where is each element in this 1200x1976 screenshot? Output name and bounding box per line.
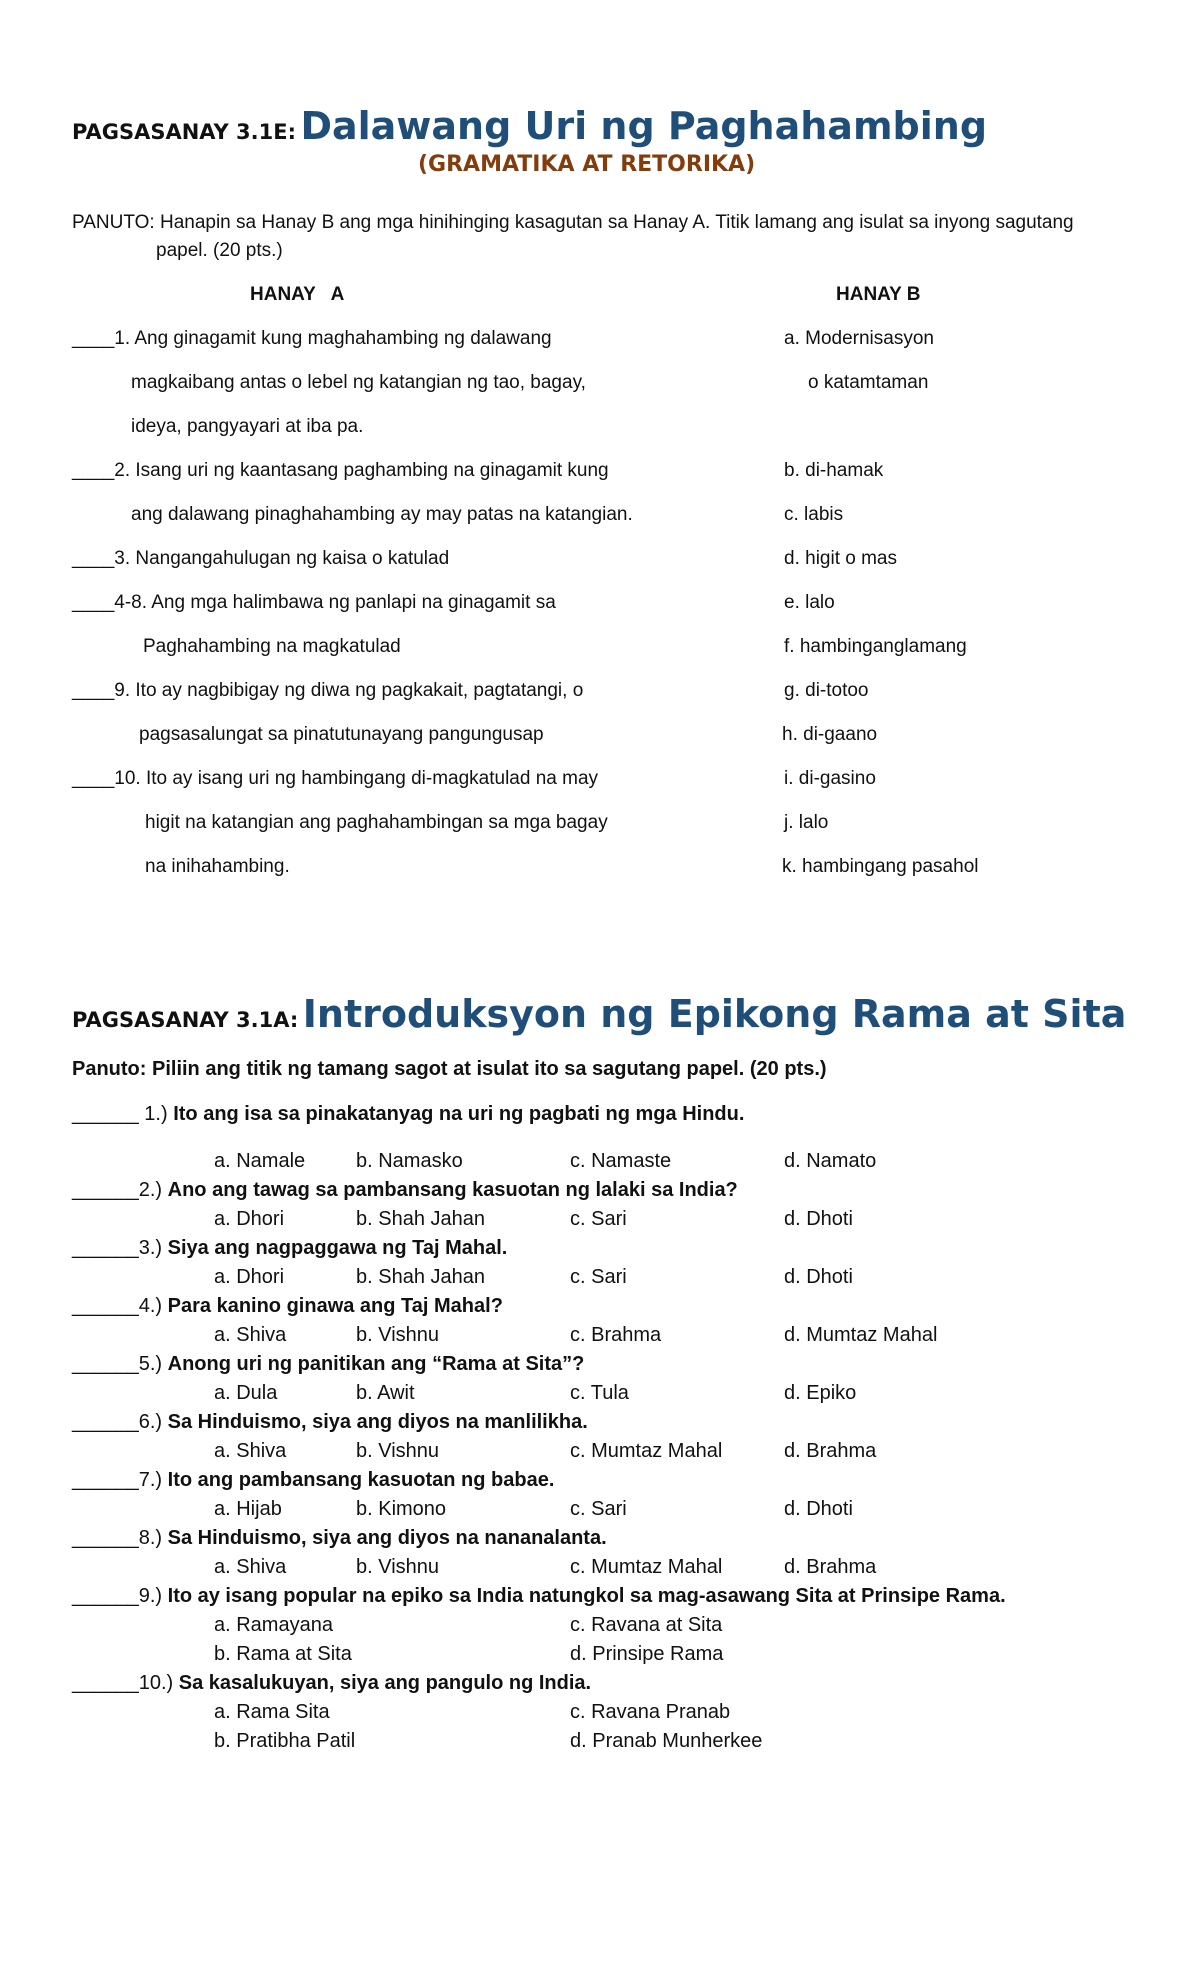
column-b-line: k. hambingang pasahol bbox=[782, 856, 979, 877]
option: a. Shiva bbox=[214, 1556, 287, 1578]
option: c. Sari bbox=[570, 1498, 627, 1520]
column-b-line: i. di-gasino bbox=[784, 768, 876, 789]
option: c. Namaste bbox=[570, 1150, 672, 1172]
column-a-line: pagsasalungat sa pinatutunayang pangungusap bbox=[139, 724, 544, 745]
option: d. Dhoti bbox=[784, 1266, 853, 1288]
question-row bbox=[72, 1469, 554, 1492]
question-text: Ano ang tawag sa pambansang kasuotan ng lalaki sa India? bbox=[167, 1179, 738, 1201]
column-a-line: ____3. Nangangahulugan ng kaisa o katulad bbox=[72, 548, 450, 569]
option: a. Hijab bbox=[214, 1498, 282, 1520]
option: a. Shiva bbox=[214, 1440, 287, 1462]
answer-blank: ______4.) bbox=[72, 1295, 163, 1317]
option: b. Shah Jahan bbox=[356, 1208, 485, 1230]
answer-blank: ______7.) bbox=[72, 1469, 163, 1491]
answer-blank: ______5.) bbox=[72, 1353, 163, 1375]
section1-subtitle: (GRAMATIKA AT RETORIKA) bbox=[418, 152, 756, 177]
question-text: Sa Hinduismo, siya ang diyos na nananalanta. bbox=[167, 1527, 607, 1549]
option: a. Rama Sita bbox=[214, 1701, 330, 1723]
option: c. Mumtaz Mahal bbox=[570, 1556, 723, 1578]
column-a-line: ____4-8. Ang mga halimbawa ng panlapi na ginagamit sa bbox=[72, 592, 556, 613]
option: d. Epiko bbox=[784, 1382, 857, 1404]
answer-blank: ______9.) bbox=[72, 1585, 163, 1607]
section2-label: PAGSASANAY 3.1A: bbox=[72, 1008, 299, 1032]
column-b-line: f. hambinganglamang bbox=[784, 636, 967, 657]
option: d. Mumtaz Mahal bbox=[784, 1324, 938, 1346]
column-b-line: e. lalo bbox=[784, 592, 835, 613]
question-text: Ito ang pambansang kasuotan ng babae. bbox=[167, 1469, 555, 1491]
option: a. Ramayana bbox=[214, 1614, 333, 1636]
option: c. Brahma bbox=[570, 1324, 662, 1346]
option: b. Awit bbox=[356, 1382, 415, 1404]
column-b-header: HANAY B bbox=[836, 284, 921, 305]
option: a. Dhori bbox=[214, 1208, 285, 1230]
answer-blank: ______8.) bbox=[72, 1527, 163, 1549]
section1-instruction-line2: papel. (20 pts.) bbox=[156, 240, 283, 261]
column-b-line: j. lalo bbox=[784, 812, 829, 833]
question-text: Ito ang isa sa pinakatanyag na uri ng pagbati ng mga Hindu. bbox=[173, 1103, 745, 1125]
column-b-line: o katamtaman bbox=[808, 372, 929, 393]
section2-instruction: Panuto: Piliin ang titik ng tamang sagot at isulat ito sa sagutang papel. (20 pts.) bbox=[72, 1058, 827, 1080]
option: b. Kimono bbox=[356, 1498, 447, 1520]
column-b-line: b. di-hamak bbox=[784, 460, 884, 481]
column-a-line: magkaibang antas o lebel ng katangian ng tao, bagay, bbox=[131, 372, 586, 393]
option: a. Dhori bbox=[214, 1266, 285, 1288]
question-text: Ito ay isang popular na epiko sa India natungkol sa mag-asawang Sita at Prinsipe Rama. bbox=[167, 1585, 1006, 1607]
option: c. Tula bbox=[570, 1382, 629, 1404]
option: d. Pranab Munherkee bbox=[570, 1730, 763, 1752]
column-b-line: d. higit o mas bbox=[784, 548, 897, 569]
question-text: Anong uri ng panitikan ang “Rama at Sita”? bbox=[167, 1353, 585, 1375]
question-text: Para kanino ginawa ang Taj Mahal? bbox=[167, 1295, 503, 1317]
column-a-line: na inihahambing. bbox=[145, 856, 290, 877]
option: b. Shah Jahan bbox=[356, 1266, 485, 1288]
option: b. Vishnu bbox=[356, 1324, 440, 1346]
column-a-line: ____2. Isang uri ng kaantasang paghambing na ginagamit kung bbox=[72, 460, 609, 481]
column-b-line: h. di-gaano bbox=[782, 724, 878, 745]
option: b. Namasko bbox=[356, 1150, 463, 1172]
option: b. Vishnu bbox=[356, 1440, 440, 1462]
section1-heading bbox=[72, 104, 987, 148]
option: d. Brahma bbox=[784, 1556, 877, 1578]
question-row bbox=[72, 1237, 507, 1260]
column-b-line: c. labis bbox=[784, 504, 844, 525]
question-text: Sa kasalukuyan, siya ang pangulo ng India. bbox=[178, 1672, 592, 1694]
question-text: Sa Hinduismo, siya ang diyos na manlilikha. bbox=[167, 1411, 588, 1433]
option: d. Brahma bbox=[784, 1440, 877, 1462]
option: b. Pratibha Patil bbox=[214, 1730, 356, 1752]
column-a-line: ang dalawang pinaghahambing ay may patas na katangian. bbox=[131, 504, 633, 525]
question-row bbox=[72, 1585, 1006, 1608]
answer-blank: ______2.) bbox=[72, 1179, 163, 1201]
option: c. Mumtaz Mahal bbox=[570, 1440, 723, 1462]
column-a-line: higit na katangian ang paghahambingan sa mga bagay bbox=[145, 812, 608, 833]
option: a. Dula bbox=[214, 1382, 278, 1404]
column-a-line: ideya, pangyayari at iba pa. bbox=[131, 416, 364, 437]
question-row bbox=[72, 1295, 503, 1318]
column-b-line: a. Modernisasyon bbox=[784, 328, 934, 349]
question-row bbox=[72, 1411, 588, 1434]
answer-blank: ______3.) bbox=[72, 1237, 163, 1259]
section1-instruction-line1: PANUTO: Hanapin sa Hanay B ang mga hinihinging kasagutan sa Hanay A. Titik lamang ang isulat sa inyong sagutang bbox=[72, 212, 1074, 233]
option: d. Namato bbox=[784, 1150, 877, 1172]
section1-label: PAGSASANAY 3.1E: bbox=[72, 120, 296, 144]
answer-blank: ______10.) bbox=[72, 1672, 174, 1694]
column-a-line: ____10. Ito ay isang uri ng hambingang di-magkatulad na may bbox=[72, 768, 599, 789]
option: d. Prinsipe Rama bbox=[570, 1643, 724, 1665]
question-row bbox=[72, 1103, 744, 1126]
option: a. Namale bbox=[214, 1150, 306, 1172]
question-row bbox=[72, 1179, 738, 1202]
section2-title: Introduksyon ng Epikong Rama at Sita bbox=[302, 992, 1127, 1036]
option: c. Ravana at Sita bbox=[570, 1614, 723, 1636]
option: a. Shiva bbox=[214, 1324, 287, 1346]
option: b. Vishnu bbox=[356, 1556, 440, 1578]
answer-blank: ______ 1.) bbox=[72, 1103, 168, 1125]
column-a-line: ____9. Ito ay nagbibigay ng diwa ng pagkakait, pagtatangi, o bbox=[72, 680, 584, 701]
section1-title: Dalawang Uri ng Paghahambing bbox=[300, 104, 988, 148]
option: b. Rama at Sita bbox=[214, 1643, 352, 1665]
option: c. Sari bbox=[570, 1208, 627, 1230]
question-row bbox=[72, 1353, 584, 1376]
option: d. Dhoti bbox=[784, 1498, 853, 1520]
answer-blank: ______6.) bbox=[72, 1411, 163, 1433]
section2-heading bbox=[72, 992, 1126, 1036]
question-text: Siya ang nagpaggawa ng Taj Mahal. bbox=[167, 1237, 508, 1259]
column-a-header: HANAY A bbox=[250, 284, 345, 305]
option: d. Dhoti bbox=[784, 1208, 853, 1230]
question-row bbox=[72, 1527, 607, 1550]
column-b-line: g. di-totoo bbox=[784, 680, 869, 701]
option: c. Sari bbox=[570, 1266, 627, 1288]
option: c. Ravana Pranab bbox=[570, 1701, 731, 1723]
question-row bbox=[72, 1672, 591, 1695]
column-a-line: Paghahambing na magkatulad bbox=[143, 636, 401, 657]
column-a-line: ____1. Ang ginagamit kung maghahambing ng dalawang bbox=[72, 328, 552, 349]
